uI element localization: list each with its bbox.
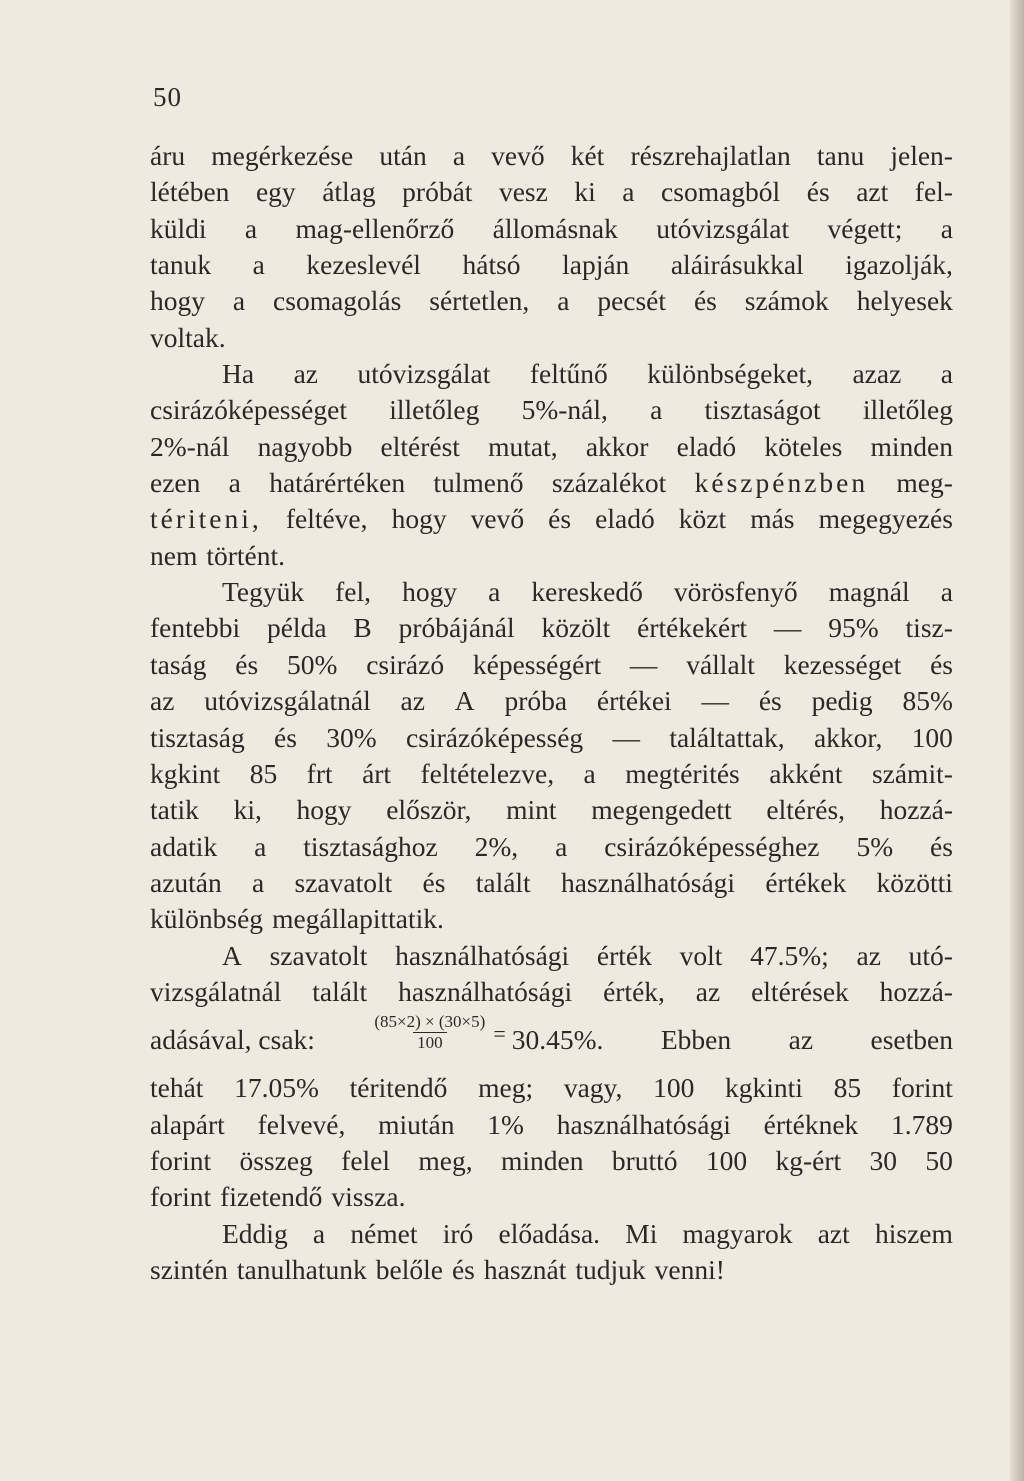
word: csirázóképesség <box>406 721 584 753</box>
word: utóvizsgálat <box>357 358 491 390</box>
word: kg-ért <box>775 1144 842 1176</box>
word: adatik <box>150 830 218 862</box>
word: nagyobb <box>257 430 353 462</box>
word: és <box>422 866 446 898</box>
formula-result: 30.45%. <box>511 1024 604 1056</box>
word: használhatósági <box>560 866 736 898</box>
word: egy <box>255 176 296 208</box>
word: értéknek <box>763 1108 859 1140</box>
word: tehát <box>150 1072 204 1104</box>
word: az <box>695 975 721 1007</box>
text-line <box>150 283 953 319</box>
word: pedig <box>811 685 873 717</box>
formula-before: adásával, csak: <box>150 1024 315 1056</box>
text-line <box>150 1252 953 1288</box>
formula-after-2: esetben <box>870 1024 953 1056</box>
word: a <box>488 576 501 608</box>
word: fel, <box>335 576 372 608</box>
word: tisz- <box>905 612 953 644</box>
word: értékek <box>765 866 847 898</box>
word: eladó <box>595 503 655 535</box>
word: próba <box>504 685 568 717</box>
word: ki, <box>233 794 262 826</box>
body-text <box>150 138 953 1288</box>
word: Eddig <box>222 1217 288 1249</box>
word: hozzá- <box>879 975 953 1007</box>
word: különbség <box>150 903 264 935</box>
word: talált <box>475 866 531 898</box>
word: hátsó <box>462 249 521 281</box>
word: A <box>222 939 242 971</box>
word: magyarok <box>682 1217 793 1249</box>
word: minden <box>500 1144 584 1176</box>
text-line <box>150 901 953 937</box>
word: belőle <box>375 1253 443 1285</box>
word: — <box>701 685 730 717</box>
text-line <box>150 138 953 174</box>
word: megállapittatik. <box>272 903 444 935</box>
word: példa <box>266 612 327 644</box>
text-line <box>150 211 953 247</box>
word: részrehajlatlan <box>630 140 791 171</box>
word: először, <box>386 794 472 826</box>
word: hasznát <box>483 1253 567 1285</box>
word: köteles <box>764 430 843 462</box>
word: két <box>570 140 605 171</box>
word: 85% <box>902 685 953 717</box>
word: 100 <box>911 721 953 753</box>
word: 1% <box>487 1108 524 1140</box>
word: szavatolt <box>269 939 368 971</box>
word: iró <box>442 1217 474 1249</box>
word: érték <box>596 939 652 971</box>
word: 47.5%; <box>750 939 829 971</box>
text-line <box>150 974 953 1010</box>
word: sértetlen, <box>429 285 530 317</box>
word: közötti <box>876 866 953 898</box>
word: 85 <box>249 757 278 789</box>
word: a <box>232 285 246 317</box>
word: állomásnak <box>492 212 618 244</box>
word: találtattak, <box>669 721 785 753</box>
word: vállalt <box>686 648 755 680</box>
word: hozzá- <box>879 794 953 826</box>
word: és <box>235 648 259 680</box>
word: értékei <box>596 685 672 717</box>
word: akkor <box>585 430 649 462</box>
word: próbát <box>402 176 473 208</box>
word: csirázóképességet <box>150 394 347 426</box>
word: 95% <box>828 612 879 644</box>
word: és <box>758 685 782 717</box>
word: frt <box>306 757 333 789</box>
word: próbájánál <box>398 612 515 644</box>
word: megengedett <box>591 794 732 826</box>
word: átlag <box>322 176 376 208</box>
word: és <box>451 1253 475 1285</box>
word: eltérések <box>751 975 849 1007</box>
word: a <box>252 866 265 898</box>
word: számit- <box>871 757 953 789</box>
text-line <box>150 392 953 428</box>
word: felel <box>341 1144 391 1176</box>
paragraphs-bottom <box>150 1070 953 1288</box>
word: fentebbi <box>150 612 241 644</box>
text-line <box>150 1143 953 1179</box>
word: és <box>806 176 830 208</box>
word: hogy <box>391 503 447 535</box>
word: miután <box>378 1108 455 1140</box>
word: forint <box>150 1181 212 1213</box>
word: 5%-nál, <box>521 394 608 426</box>
word: csomagolás <box>273 285 402 317</box>
word: ezen <box>150 467 201 499</box>
word: utó- <box>908 939 953 971</box>
word: a <box>622 176 635 208</box>
word: megtérités <box>625 757 740 789</box>
word: eltérést <box>380 430 460 462</box>
formula-equals: = <box>493 1021 506 1047</box>
word: 100 <box>705 1144 748 1176</box>
word: nem <box>150 539 198 571</box>
word: feltéve, <box>285 503 368 535</box>
text-line <box>150 320 953 356</box>
word: után <box>379 140 427 171</box>
formula-after-0: Ebben <box>660 1024 732 1056</box>
word: vevő <box>491 140 545 171</box>
word: minden <box>870 430 953 462</box>
word: felvevé, <box>257 1108 346 1140</box>
word: azután <box>150 866 222 898</box>
word: tanuk <box>150 249 212 281</box>
word: használhatósági <box>398 975 573 1007</box>
text-line <box>150 574 953 610</box>
word: azt <box>856 176 889 208</box>
formula-after-1: az <box>788 1024 814 1056</box>
word: a <box>228 467 241 499</box>
word: és <box>693 285 717 317</box>
word: forint <box>891 1072 953 1104</box>
word: megegyezés <box>818 503 953 535</box>
word: 17.05% <box>234 1072 319 1104</box>
word: talált <box>312 975 368 1007</box>
text-line <box>150 1179 953 1215</box>
word: vevő <box>470 503 525 535</box>
word: előadása. <box>498 1217 601 1249</box>
word: 100 <box>653 1072 695 1104</box>
word: hogy <box>150 285 205 317</box>
word: és <box>274 721 297 753</box>
word: fel- <box>914 176 953 208</box>
text-line <box>150 938 953 974</box>
text-line <box>150 756 953 792</box>
word: hogy <box>296 794 352 826</box>
word: számok <box>744 285 829 317</box>
word: tisztaságot <box>704 394 821 426</box>
word: a <box>555 830 568 862</box>
word: az <box>856 939 881 971</box>
word: 85 <box>833 1072 862 1104</box>
word: tanulhatunk <box>236 1253 367 1285</box>
word: vissza. <box>331 1181 406 1213</box>
word: 50 <box>925 1144 953 1176</box>
word: a <box>940 576 953 608</box>
word: határértéken <box>269 467 406 499</box>
word: kereskedő <box>531 576 643 608</box>
word: helyesek <box>856 285 953 317</box>
word: más <box>750 503 795 535</box>
word: mag-ellenőrző <box>295 212 455 244</box>
word: feltűnő <box>529 358 608 390</box>
word: és <box>930 648 953 680</box>
word: érték, <box>603 975 665 1007</box>
word: alapárt <box>150 1108 225 1140</box>
word: német <box>350 1217 418 1249</box>
word: eladó <box>676 430 737 462</box>
word: — <box>612 721 640 753</box>
word: Mi <box>625 1217 658 1249</box>
word: vagy, <box>563 1072 623 1104</box>
word: Tegyük <box>222 576 305 608</box>
word: küldi <box>150 212 207 244</box>
word: meg; <box>478 1072 534 1104</box>
word: ki <box>574 176 596 208</box>
word: az <box>150 685 175 717</box>
paragraphs-top <box>150 138 953 1010</box>
text-line <box>150 792 953 828</box>
word: pecsét <box>597 285 667 317</box>
word: Ha <box>222 358 255 390</box>
word: bruttó <box>611 1144 678 1176</box>
word: áru <box>150 140 186 171</box>
text-line <box>150 829 953 865</box>
word: szavatolt <box>294 866 393 898</box>
word: kezességet <box>783 648 902 680</box>
word: a <box>940 212 953 244</box>
word: végett; <box>827 212 903 244</box>
formula <box>372 1010 603 1070</box>
word: hiszem <box>874 1217 953 1249</box>
word: 2%, <box>474 830 519 862</box>
word: értékekért <box>637 612 748 644</box>
word: árt <box>362 757 392 789</box>
word: meg, <box>418 1144 473 1176</box>
word: a <box>252 249 265 281</box>
word: használhatósági <box>395 939 570 971</box>
word: volt <box>679 939 723 971</box>
word: fizetendő <box>220 1181 323 1213</box>
text-line <box>150 647 953 683</box>
word: készpénzben <box>694 467 869 499</box>
formula-line <box>150 1010 953 1070</box>
word: a <box>452 140 466 171</box>
word: a <box>650 394 663 426</box>
word: jelen- <box>890 140 953 171</box>
text-line <box>150 683 953 719</box>
word: vörösfenyő <box>673 576 798 608</box>
word: csirázó <box>366 648 445 680</box>
word: közt <box>678 503 727 535</box>
word: vesz <box>498 176 548 208</box>
text-line <box>150 610 953 646</box>
word: tudjuk <box>575 1253 646 1285</box>
text-line <box>150 429 953 465</box>
text-line <box>150 356 953 392</box>
word: feltételezve, <box>420 757 555 789</box>
word: azaz <box>852 358 902 390</box>
word: 5% <box>856 830 894 862</box>
word: megérkezése <box>211 140 354 171</box>
word: illetőleg <box>862 394 953 426</box>
word: a <box>244 212 258 244</box>
word: utóvizsgálatnál <box>204 685 371 717</box>
text-line <box>150 247 953 283</box>
word: kgkint <box>150 757 221 789</box>
word: csomagból <box>661 176 781 208</box>
word: használhatósági <box>556 1108 731 1140</box>
text-line <box>150 501 953 537</box>
word: és <box>548 503 572 535</box>
text-line <box>150 720 953 756</box>
word: 30% <box>326 721 377 753</box>
word: mutat, <box>488 430 558 462</box>
fraction <box>372 1012 487 1053</box>
word: 1.789 <box>891 1108 953 1140</box>
word: kgkinti <box>725 1072 803 1104</box>
word: a <box>312 1217 326 1249</box>
word: összeg <box>239 1144 313 1176</box>
word: tulmenő <box>433 467 524 499</box>
word: tanu <box>816 140 865 171</box>
word: szintén <box>150 1253 228 1285</box>
word: létében <box>150 176 230 208</box>
word: különbségeket, <box>647 358 813 390</box>
text-line <box>150 865 953 901</box>
page-number: 50 <box>153 82 182 112</box>
text-line <box>150 1216 953 1252</box>
word: és <box>930 830 953 862</box>
word: tisztaság <box>150 721 245 753</box>
word: venni! <box>654 1253 725 1285</box>
word: a <box>557 285 570 317</box>
word: téritendő <box>349 1072 448 1104</box>
word: — <box>629 648 658 680</box>
word: aláirásukkal <box>670 249 804 281</box>
word: vizsgálatnál <box>150 975 282 1007</box>
text-line <box>150 538 953 574</box>
fraction-denominator: 100 <box>413 1032 447 1053</box>
word: akként <box>769 757 843 789</box>
word: 50% <box>287 648 338 680</box>
word: az <box>293 358 318 390</box>
word: magnál <box>828 576 910 608</box>
word: kezeslevél <box>306 249 421 281</box>
text-line <box>150 465 953 501</box>
word: történt. <box>206 539 286 571</box>
word: B <box>353 612 372 644</box>
word: akkor, <box>813 721 883 753</box>
word: hogy <box>402 576 458 608</box>
word: az <box>400 685 425 717</box>
text-line <box>150 1107 953 1143</box>
text-line <box>150 174 953 210</box>
word: taság <box>150 648 207 680</box>
word: a <box>583 757 596 789</box>
word: igazolják, <box>845 249 953 281</box>
word: tisztasághoz <box>303 830 438 862</box>
word: 30 <box>869 1144 898 1176</box>
word: meg- <box>896 467 953 499</box>
text-line <box>150 1070 953 1106</box>
word: a <box>940 358 953 390</box>
fraction-numerator: (85×2) × (30×5) <box>374 1011 486 1031</box>
word: mint <box>506 794 557 826</box>
word: képességért <box>472 648 602 680</box>
word: csirázóképességhez <box>604 830 820 862</box>
word: utóvizsgálat <box>656 212 790 244</box>
word: lapján <box>562 249 630 281</box>
word: százalékot <box>551 467 667 499</box>
word: — <box>773 612 802 644</box>
word: közölt <box>541 612 611 644</box>
word: illetőleg <box>389 394 480 426</box>
word: eltérés, <box>766 794 846 826</box>
word: 2%-nál <box>150 430 230 462</box>
word: tériteni, <box>150 503 262 535</box>
word: voltak. <box>150 321 226 353</box>
word: forint <box>150 1144 212 1176</box>
word: tatik <box>150 794 199 826</box>
page-edge <box>1010 0 1024 1481</box>
word: A <box>454 685 475 717</box>
word: a <box>254 830 267 862</box>
word: azt <box>817 1217 850 1249</box>
